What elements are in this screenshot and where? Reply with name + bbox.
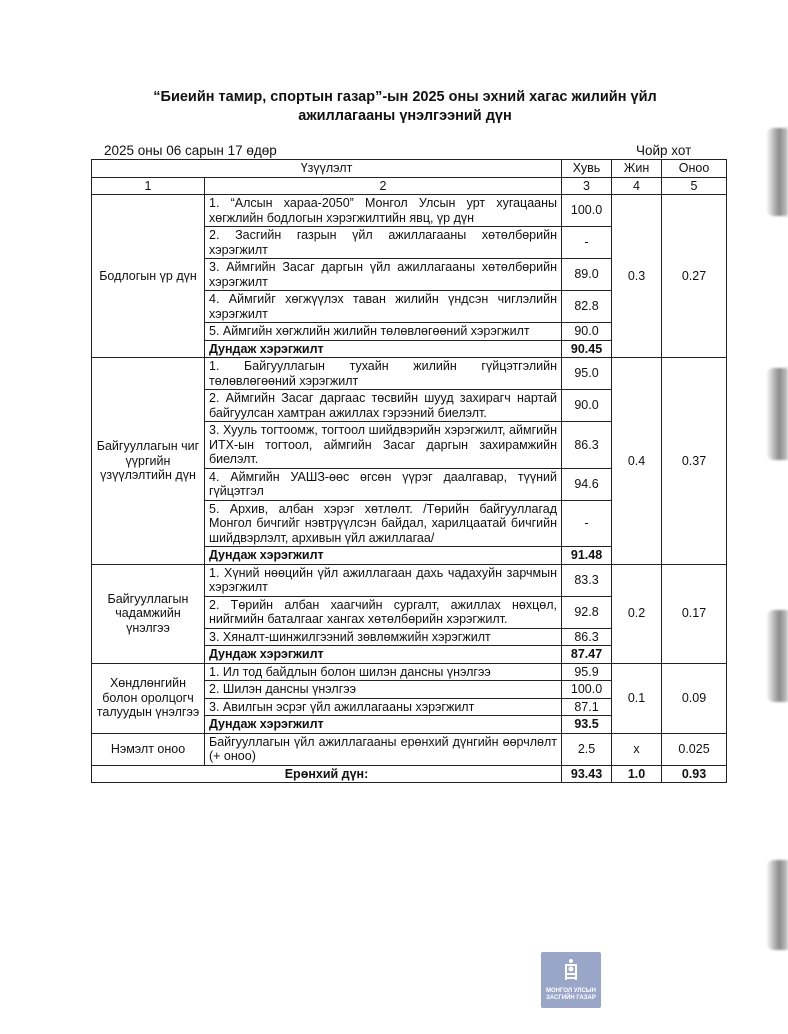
group-weight: 0.3 [612, 195, 662, 358]
indicator-value: 89.0 [562, 259, 612, 291]
indicator-row [92, 358, 727, 390]
extra-points-row [92, 733, 727, 765]
seal-line-1: МОНГОЛ УЛСЫН [546, 988, 596, 994]
average-label: Дундаж хэрэгжилт [205, 646, 562, 664]
indicator-text: 1. Байгууллагын тухайн жилийн гүйцэтгэлийн төлөвлөгөөний хэрэгжилт [205, 358, 562, 390]
indicator-value: 95.0 [562, 358, 612, 390]
indicator-text: 1. Ил тод байдлын болон шилэн дансны үнэлгээ [205, 663, 562, 681]
indicator-text: 2. Аймгийн Засаг даргаас төсвийн шууд захирагч нартай байгуулсан хамтран ажиллах гэрээний биелэлт. [205, 390, 562, 422]
category-label: Хөндлөнгийн болон оролцогч талуудын үнэлгээ [92, 663, 205, 733]
indicator-value: 90.0 [562, 390, 612, 422]
indicator-text: 3. Хууль тогтоомж, тогтоол шийдвэрийн хэрэгжилт, аймгийн ИТХ-ын тогтоол, аймгийн Засаг даргын захирамжийн биелэлт. [205, 422, 562, 469]
total-label: Ерөнхий дүн: [92, 765, 562, 783]
document-title [100, 88, 710, 126]
government-seal-logo [541, 952, 601, 1008]
category-label: Байгууллагын чадамжийн үнэлгээ [92, 564, 205, 663]
indicator-row [92, 663, 727, 681]
column-number-4: 4 [612, 177, 662, 195]
group-score: 0.37 [662, 358, 727, 565]
extra-text: Байгууллагын үйл ажиллагааны ерөнхий дүнгийн өөрчлөлт (+ оноо) [205, 733, 562, 765]
column-number-5: 5 [662, 177, 727, 195]
soyombo-emblem-icon [563, 958, 579, 982]
category-label: Байгууллагын чиг үүргийн үзүүлэлтийн дүн [92, 358, 205, 565]
header-indicator: Үзүүлэлт [92, 160, 562, 178]
title-line-1: “Биеийн тамир, спортын газар”-ын 2025 оны эхний хагас жилийн үйл [153, 89, 657, 105]
average-label: Дундаж хэрэгжилт [205, 716, 562, 734]
indicator-text: 1. “Алсын хараа-2050” Монгол Улсын урт хугацааны хөгжлийн бодлогын хэрэгжилтийн явц, үр дүн [205, 195, 562, 227]
indicator-value: 94.6 [562, 468, 612, 500]
indicator-text: 4. Аймгийн УАШЗ-өөс өгсөн үүрэг даалгавар, түүний гүйцэтгэл [205, 468, 562, 500]
total-value: 93.43 [562, 765, 612, 783]
binding-hole-shadow [766, 368, 788, 460]
binding-hole-shadow [766, 128, 788, 216]
indicator-value: 90.0 [562, 323, 612, 341]
average-value: 90.45 [562, 340, 612, 358]
indicator-text: 1. Хүний нөөцийн үйл ажиллагаан дахь чадахуйн зарчмын хэрэгжилт [205, 564, 562, 596]
average-value: 87.47 [562, 646, 612, 664]
indicator-text: 2. Засгийн газрын үйл ажиллагааны хөтөлбөрийн хэрэгжилт [205, 227, 562, 259]
indicator-text: 3. Авилгын эсрэг үйл ажиллагааны хэрэгжилт [205, 698, 562, 716]
document-date: 2025 оны 06 сарын 17 өдөр [104, 143, 277, 158]
seal-text [541, 988, 601, 1002]
total-score: 0.93 [662, 765, 727, 783]
indicator-text: 3. Хяналт-шинжилгээний зөвлөмжийн хэрэгжилт [205, 628, 562, 646]
indicator-value: - [562, 500, 612, 547]
group-weight: 0.2 [612, 564, 662, 663]
table-column-number-row [92, 177, 727, 195]
header-share: Хувь [562, 160, 612, 178]
header-score: Оноо [662, 160, 727, 178]
indicator-value: 92.8 [562, 596, 612, 628]
indicator-text: 5. Архив, албан хэрэг хөтлөлт. /Төрийн байгууллагад Монгол бичгийг нэвтрүүлсэн байдал, харилцаатай бичгийн шийдвэрлэлт, архивын үйл ажиллагаа/ [205, 500, 562, 547]
seal-line-2: ЗАСГИЙН ГАЗАР [546, 995, 596, 1001]
group-weight: 0.4 [612, 358, 662, 565]
column-number-1: 1 [92, 177, 205, 195]
average-value: 93.5 [562, 716, 612, 734]
average-label: Дундаж хэрэгжилт [205, 547, 562, 565]
extra-value: 2.5 [562, 733, 612, 765]
indicator-value: 83.3 [562, 564, 612, 596]
indicator-value: 95.9 [562, 663, 612, 681]
binding-hole-shadow [766, 860, 788, 950]
evaluation-table [91, 159, 727, 783]
indicator-text: 4. Аймгийг хөгжүүлэх таван жилийн үндсэн чиглэлийн хэрэгжилт [205, 291, 562, 323]
group-score: 0.09 [662, 663, 727, 733]
group-score: 0.27 [662, 195, 727, 358]
binding-hole-shadow [766, 610, 788, 702]
indicator-value: 86.3 [562, 628, 612, 646]
indicator-value: 100.0 [562, 195, 612, 227]
group-score: 0.17 [662, 564, 727, 663]
indicator-value: 86.3 [562, 422, 612, 469]
average-value: 91.48 [562, 547, 612, 565]
indicator-value: 100.0 [562, 681, 612, 699]
document-city: Чойр хот [636, 143, 692, 158]
indicator-row [92, 195, 727, 227]
column-number-2: 2 [205, 177, 562, 195]
indicator-text: 2. Төрийн албан хаагчийн сургалт, ажиллах нөхцөл, нийгмийн баталгааг хангах хөтөлбөрийн хэрэгжилт. [205, 596, 562, 628]
indicator-row [92, 564, 727, 596]
indicator-text: 2. Шилэн дансны үнэлгээ [205, 681, 562, 699]
average-label: Дундаж хэрэгжилт [205, 340, 562, 358]
header-weight: Жин [612, 160, 662, 178]
extra-weight: x [612, 733, 662, 765]
indicator-value: 87.1 [562, 698, 612, 716]
column-number-3: 3 [562, 177, 612, 195]
indicator-text: 3. Аймгийн Засаг даргын үйл ажиллагааны хөтөлбөрийн хэрэгжилт [205, 259, 562, 291]
category-label: Бодлогын үр дүн [92, 195, 205, 358]
group-weight: 0.1 [612, 663, 662, 733]
total-row [92, 765, 727, 783]
table-header-row [92, 160, 727, 178]
extra-category: Нэмэлт оноо [92, 733, 205, 765]
title-line-2: ажиллагааны үнэлгээний дүн [298, 108, 512, 124]
total-weight: 1.0 [612, 765, 662, 783]
extra-score: 0.025 [662, 733, 727, 765]
indicator-text: 5. Аймгийн хөгжлийн жилийн төлөвлөгөөний хэрэгжилт [205, 323, 562, 341]
indicator-value: - [562, 227, 612, 259]
indicator-value: 82.8 [562, 291, 612, 323]
